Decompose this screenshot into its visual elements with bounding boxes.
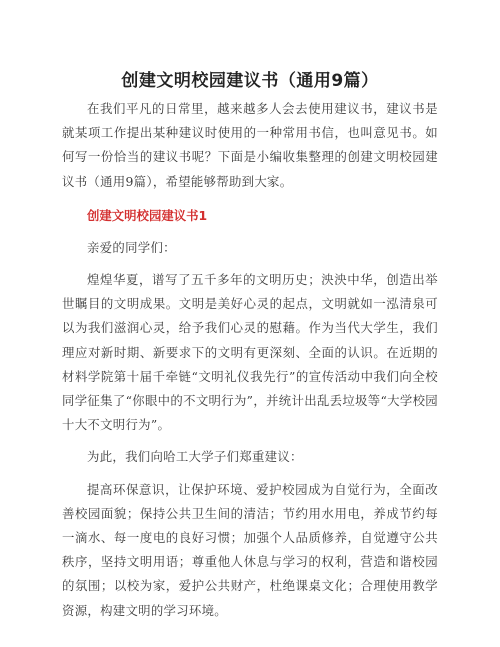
section-heading: 创建文明校园建议书1	[87, 207, 208, 223]
document-body	[62, 97, 438, 623]
body-paragraph-2: 为此，我们向哈工大学子们郑重建议：	[87, 449, 303, 465]
body-paragraph-1: 煌煌华夏，谱写了五千多年的文明历史；泱泱中华，创造出举世瞩目的文明成果。文明是美好心灵的起点，文明就如一泓清泉可以为我们滋润心灵，给予我们心灵的慰藉。作为当代大学生，我们理应对新时期、新要求下的文明有更深刻、全面的认识。在近期的材料学院第十届千牵链“文明礼仪我先行”的宣传活动中我们向全校同学征集了“你眼中的不文明行为”，并统计出乱丢垃圾等“大学校园十大不文明行为”。	[62, 272, 438, 433]
greeting: 亲爱的同学们：	[87, 239, 176, 255]
intro-paragraph: 在我们平凡的日常里，越来越多人会去使用建议书，建议书是就某项工作提出某种建议时使用的一种常用书信，也叫意见书。如何写一份恰当的建议书呢？下面是小编收集整理的创建文明校园建议书（通用9篇），希望能够帮助到大家。	[62, 101, 438, 189]
body-paragraph-3: 提高环保意识，让保护环境、爱护校园成为自觉行为，全面改善校园面貌；保持公共卫生间的清洁；节约用水用电，养成节约每一滴水、每一度电的良好习惯；加强个人品质修养，自觉遵守公共秩序，坚持文明用语；尊重他人休息与学习的权利，营造和谐校园的氛围；以校为家，爱护公共财产，杜绝课桌文化；合理使用教学资源，构建文明的学习环境。	[62, 481, 438, 618]
document-title: 创建文明校园建议书（通用9篇）	[121, 71, 379, 91]
